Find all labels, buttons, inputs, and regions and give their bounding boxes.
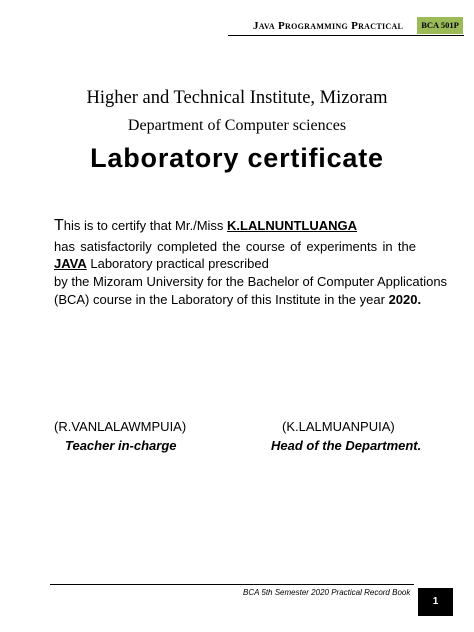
line-2-word: of bbox=[290, 239, 301, 254]
certificate-line-5 bbox=[54, 292, 421, 307]
line-2-word: experiments bbox=[306, 239, 378, 254]
drop-letter: T bbox=[54, 217, 64, 234]
line-2-word: completed bbox=[157, 239, 218, 254]
line-2-word: satisfactorily bbox=[80, 239, 152, 254]
subject-name: JAVA bbox=[54, 256, 87, 271]
line-5-period: . bbox=[417, 292, 422, 307]
header-divider bbox=[228, 35, 464, 36]
certificate-year: 2020 bbox=[388, 292, 418, 307]
page-number: 1 bbox=[418, 588, 453, 616]
line-2-word: has bbox=[54, 239, 75, 254]
line-2-word: in bbox=[382, 239, 393, 254]
institution-name: Higher and Technical Institute, Mizoram bbox=[86, 88, 388, 108]
header-title: Java Programming Practical bbox=[253, 20, 404, 32]
certificate-line-4: by the Mizoram University for the Bachelor of Computer Applications bbox=[54, 274, 448, 289]
student-name: K.LALNUNTLUANGA bbox=[227, 218, 358, 233]
line-2-word: course bbox=[245, 239, 285, 254]
hod-name: (K.LALMUANPUIA) bbox=[282, 419, 395, 434]
certificate-line-1 bbox=[54, 217, 357, 235]
certificate-line-2 bbox=[54, 239, 416, 254]
footer-divider bbox=[50, 584, 414, 585]
line-3-text: Laboratory practical prescribed bbox=[86, 256, 269, 271]
course-code-badge: BCA 501P bbox=[417, 17, 463, 34]
teacher-role: Teacher in-charge bbox=[65, 438, 177, 453]
teacher-name: (R.VANLALAWMPUIA) bbox=[54, 419, 187, 434]
line-5-text: (BCA) course in the Laboratory of this Institute in the year bbox=[54, 292, 389, 307]
department-name: Department of Computer sciences bbox=[127, 117, 347, 134]
certificate-line-3 bbox=[54, 256, 269, 271]
line-2-word: the bbox=[397, 239, 416, 254]
footer-text: BCA 5th Semester 2020 Practical Record Book bbox=[243, 588, 411, 597]
line-1-text: his is to certify that Mr./Miss bbox=[63, 218, 228, 233]
hod-role: Head of the Department. bbox=[271, 438, 422, 453]
line-2-word: the bbox=[222, 239, 241, 254]
certificate-title: Laboratory certificate bbox=[90, 143, 384, 173]
